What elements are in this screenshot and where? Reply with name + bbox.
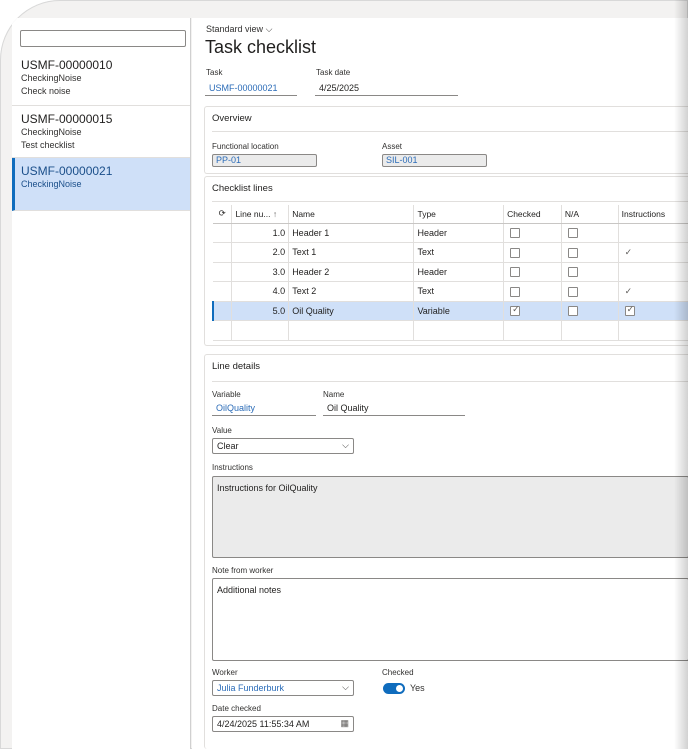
na-checkbox[interactable] bbox=[568, 267, 578, 277]
empty-cell bbox=[414, 321, 504, 341]
date-checked-text: 4/24/2025 11:55:34 AM bbox=[217, 719, 310, 729]
cell-checked bbox=[504, 223, 562, 243]
name-label: Name bbox=[323, 390, 345, 399]
cell-type: Header bbox=[414, 262, 504, 282]
cell-line-number: 3.0 bbox=[232, 262, 289, 282]
checked-checkbox[interactable] bbox=[510, 228, 520, 238]
view-selector[interactable] bbox=[206, 24, 272, 35]
cell-name: Text 2 bbox=[289, 282, 414, 302]
cell-type: Text bbox=[414, 243, 504, 263]
list-item-category: CheckingNoise bbox=[21, 127, 82, 137]
list-item-category: CheckingNoise bbox=[21, 73, 82, 83]
list-item-category: CheckingNoise bbox=[21, 179, 82, 189]
line-details-section bbox=[204, 354, 688, 749]
checked-checkbox[interactable] bbox=[510, 287, 520, 297]
list-item-description: Test checklist bbox=[21, 140, 75, 150]
table-row[interactable] bbox=[213, 282, 688, 302]
overview-section bbox=[204, 106, 688, 174]
overview-heading[interactable]: Overview bbox=[212, 113, 252, 124]
calendar-icon[interactable]: ▦ bbox=[340, 718, 349, 728]
row-selector[interactable] bbox=[213, 223, 232, 243]
table-row[interactable] bbox=[213, 223, 688, 243]
list-item-description: Check noise bbox=[21, 86, 71, 96]
worker-dropdown-text: Julia Funderburk bbox=[217, 683, 285, 693]
cell-name: Header 1 bbox=[289, 223, 414, 243]
worker-dropdown[interactable] bbox=[212, 680, 354, 696]
checked-label: Checked bbox=[382, 668, 414, 677]
list-item-id: USMF-00000010 bbox=[21, 58, 113, 72]
view-selector-label: Standard view bbox=[206, 24, 264, 34]
cell-na bbox=[561, 243, 618, 263]
asset-label: Asset bbox=[382, 142, 403, 151]
empty-cell bbox=[213, 321, 232, 341]
row-selector[interactable] bbox=[213, 262, 232, 282]
checklist-lines-section bbox=[204, 176, 688, 346]
cell-na bbox=[561, 223, 618, 243]
cell-na bbox=[561, 282, 618, 302]
na-checkbox[interactable] bbox=[568, 306, 578, 316]
empty-cell bbox=[232, 321, 289, 341]
column-header-type[interactable]: Type bbox=[414, 205, 504, 223]
checked-checkbox[interactable] bbox=[510, 306, 520, 316]
worker-label: Worker bbox=[212, 668, 238, 677]
task-date-label: Task date bbox=[316, 68, 351, 77]
chevron-down-icon: ⌵ bbox=[342, 440, 349, 450]
checkmark-icon: ✓ bbox=[624, 246, 633, 257]
date-checked-field[interactable] bbox=[212, 716, 354, 732]
grid-body bbox=[213, 223, 688, 340]
grid-header-row bbox=[213, 205, 688, 223]
empty-cell bbox=[289, 321, 414, 341]
cell-name: Oil Quality bbox=[289, 301, 414, 321]
checked-checkbox[interactable] bbox=[510, 248, 520, 258]
page-title: Task checklist bbox=[205, 37, 317, 57]
note-label: Note from worker bbox=[212, 566, 274, 575]
row-selector[interactable] bbox=[213, 243, 232, 263]
window-edge-shadow bbox=[674, 0, 688, 749]
chevron-down-icon: ⌵ bbox=[265, 24, 273, 34]
column-header-line-number[interactable] bbox=[232, 205, 289, 223]
column-header-na[interactable]: N/A bbox=[561, 205, 618, 223]
checked-toggle[interactable] bbox=[383, 683, 405, 694]
name-field[interactable]: Oil Quality bbox=[323, 401, 465, 416]
note-textarea[interactable]: Additional notes bbox=[212, 578, 688, 661]
column-header-label: Line nu... bbox=[235, 208, 271, 219]
column-header-checked[interactable]: Checked bbox=[504, 205, 562, 223]
instructions-textarea[interactable]: Instructions for OilQuality bbox=[212, 476, 688, 558]
record-list-pane bbox=[12, 18, 191, 749]
cell-type: Variable bbox=[414, 301, 504, 321]
checked-toggle-text: Yes bbox=[410, 683, 425, 693]
cell-na bbox=[561, 301, 618, 321]
instructions-checkbox[interactable] bbox=[625, 306, 635, 316]
task-label: Task bbox=[206, 68, 223, 77]
list-item[interactable] bbox=[12, 106, 190, 158]
row-selector[interactable] bbox=[213, 301, 232, 321]
functional-location-label: Functional location bbox=[212, 142, 279, 151]
cell-line-number: 1.0 bbox=[232, 223, 289, 243]
cell-na bbox=[561, 262, 618, 282]
variable-field[interactable]: OilQuality bbox=[212, 401, 316, 416]
line-details-heading[interactable]: Line details bbox=[212, 361, 261, 372]
cell-type: Header bbox=[414, 223, 504, 243]
instructions-label: Instructions bbox=[212, 463, 253, 472]
value-dropdown[interactable] bbox=[212, 438, 354, 454]
cell-type: Text bbox=[414, 282, 504, 302]
list-item-id: USMF-00000015 bbox=[21, 112, 113, 126]
value-dropdown-text: Clear bbox=[217, 441, 239, 451]
table-row[interactable] bbox=[213, 243, 688, 263]
cell-name: Header 2 bbox=[289, 262, 414, 282]
functional-location-field[interactable]: PP-01 bbox=[212, 154, 317, 167]
refresh-icon[interactable]: ⟳ bbox=[213, 205, 232, 223]
date-checked-label: Date checked bbox=[212, 704, 261, 713]
list-item-selected[interactable] bbox=[12, 158, 190, 211]
cell-line-number: 4.0 bbox=[232, 282, 289, 302]
details-pane bbox=[192, 18, 688, 749]
cell-line-number: 2.0 bbox=[232, 243, 289, 263]
table-row-empty bbox=[213, 321, 688, 341]
list-item-id: USMF-00000021 bbox=[21, 164, 113, 178]
na-checkbox[interactable] bbox=[568, 228, 578, 238]
row-selector[interactable] bbox=[213, 282, 232, 302]
empty-cell bbox=[504, 321, 562, 341]
variable-label: Variable bbox=[212, 390, 241, 399]
task-date-field[interactable]: 4/25/2025 bbox=[315, 81, 458, 96]
task-field[interactable]: USMF-00000021 bbox=[205, 81, 297, 96]
cell-checked bbox=[504, 282, 562, 302]
cell-checked bbox=[504, 301, 562, 321]
column-header-instructions[interactable]: Instructions bbox=[618, 205, 688, 223]
checkmark-icon: ✓ bbox=[624, 285, 633, 296]
checklist-lines-heading[interactable]: Checklist lines bbox=[212, 183, 273, 194]
na-checkbox[interactable] bbox=[568, 287, 578, 297]
cell-line-number: 5.0 bbox=[232, 301, 289, 321]
value-label: Value bbox=[212, 426, 232, 435]
checklist-grid bbox=[212, 205, 688, 341]
cell-checked bbox=[504, 262, 562, 282]
list-filter-input[interactable] bbox=[20, 30, 186, 47]
cell-name: Text 1 bbox=[289, 243, 414, 263]
asset-field[interactable]: SIL-001 bbox=[382, 154, 487, 167]
empty-cell bbox=[561, 321, 618, 341]
table-row[interactable] bbox=[213, 301, 688, 321]
cell-checked bbox=[504, 243, 562, 263]
checked-checkbox[interactable] bbox=[510, 267, 520, 277]
column-header-name[interactable]: Name bbox=[289, 205, 414, 223]
sort-ascending-icon: ↑ bbox=[272, 208, 278, 219]
list-item[interactable] bbox=[12, 58, 190, 106]
na-checkbox[interactable] bbox=[568, 248, 578, 258]
chevron-down-icon: ⌵ bbox=[342, 682, 349, 692]
table-row[interactable] bbox=[213, 262, 688, 282]
